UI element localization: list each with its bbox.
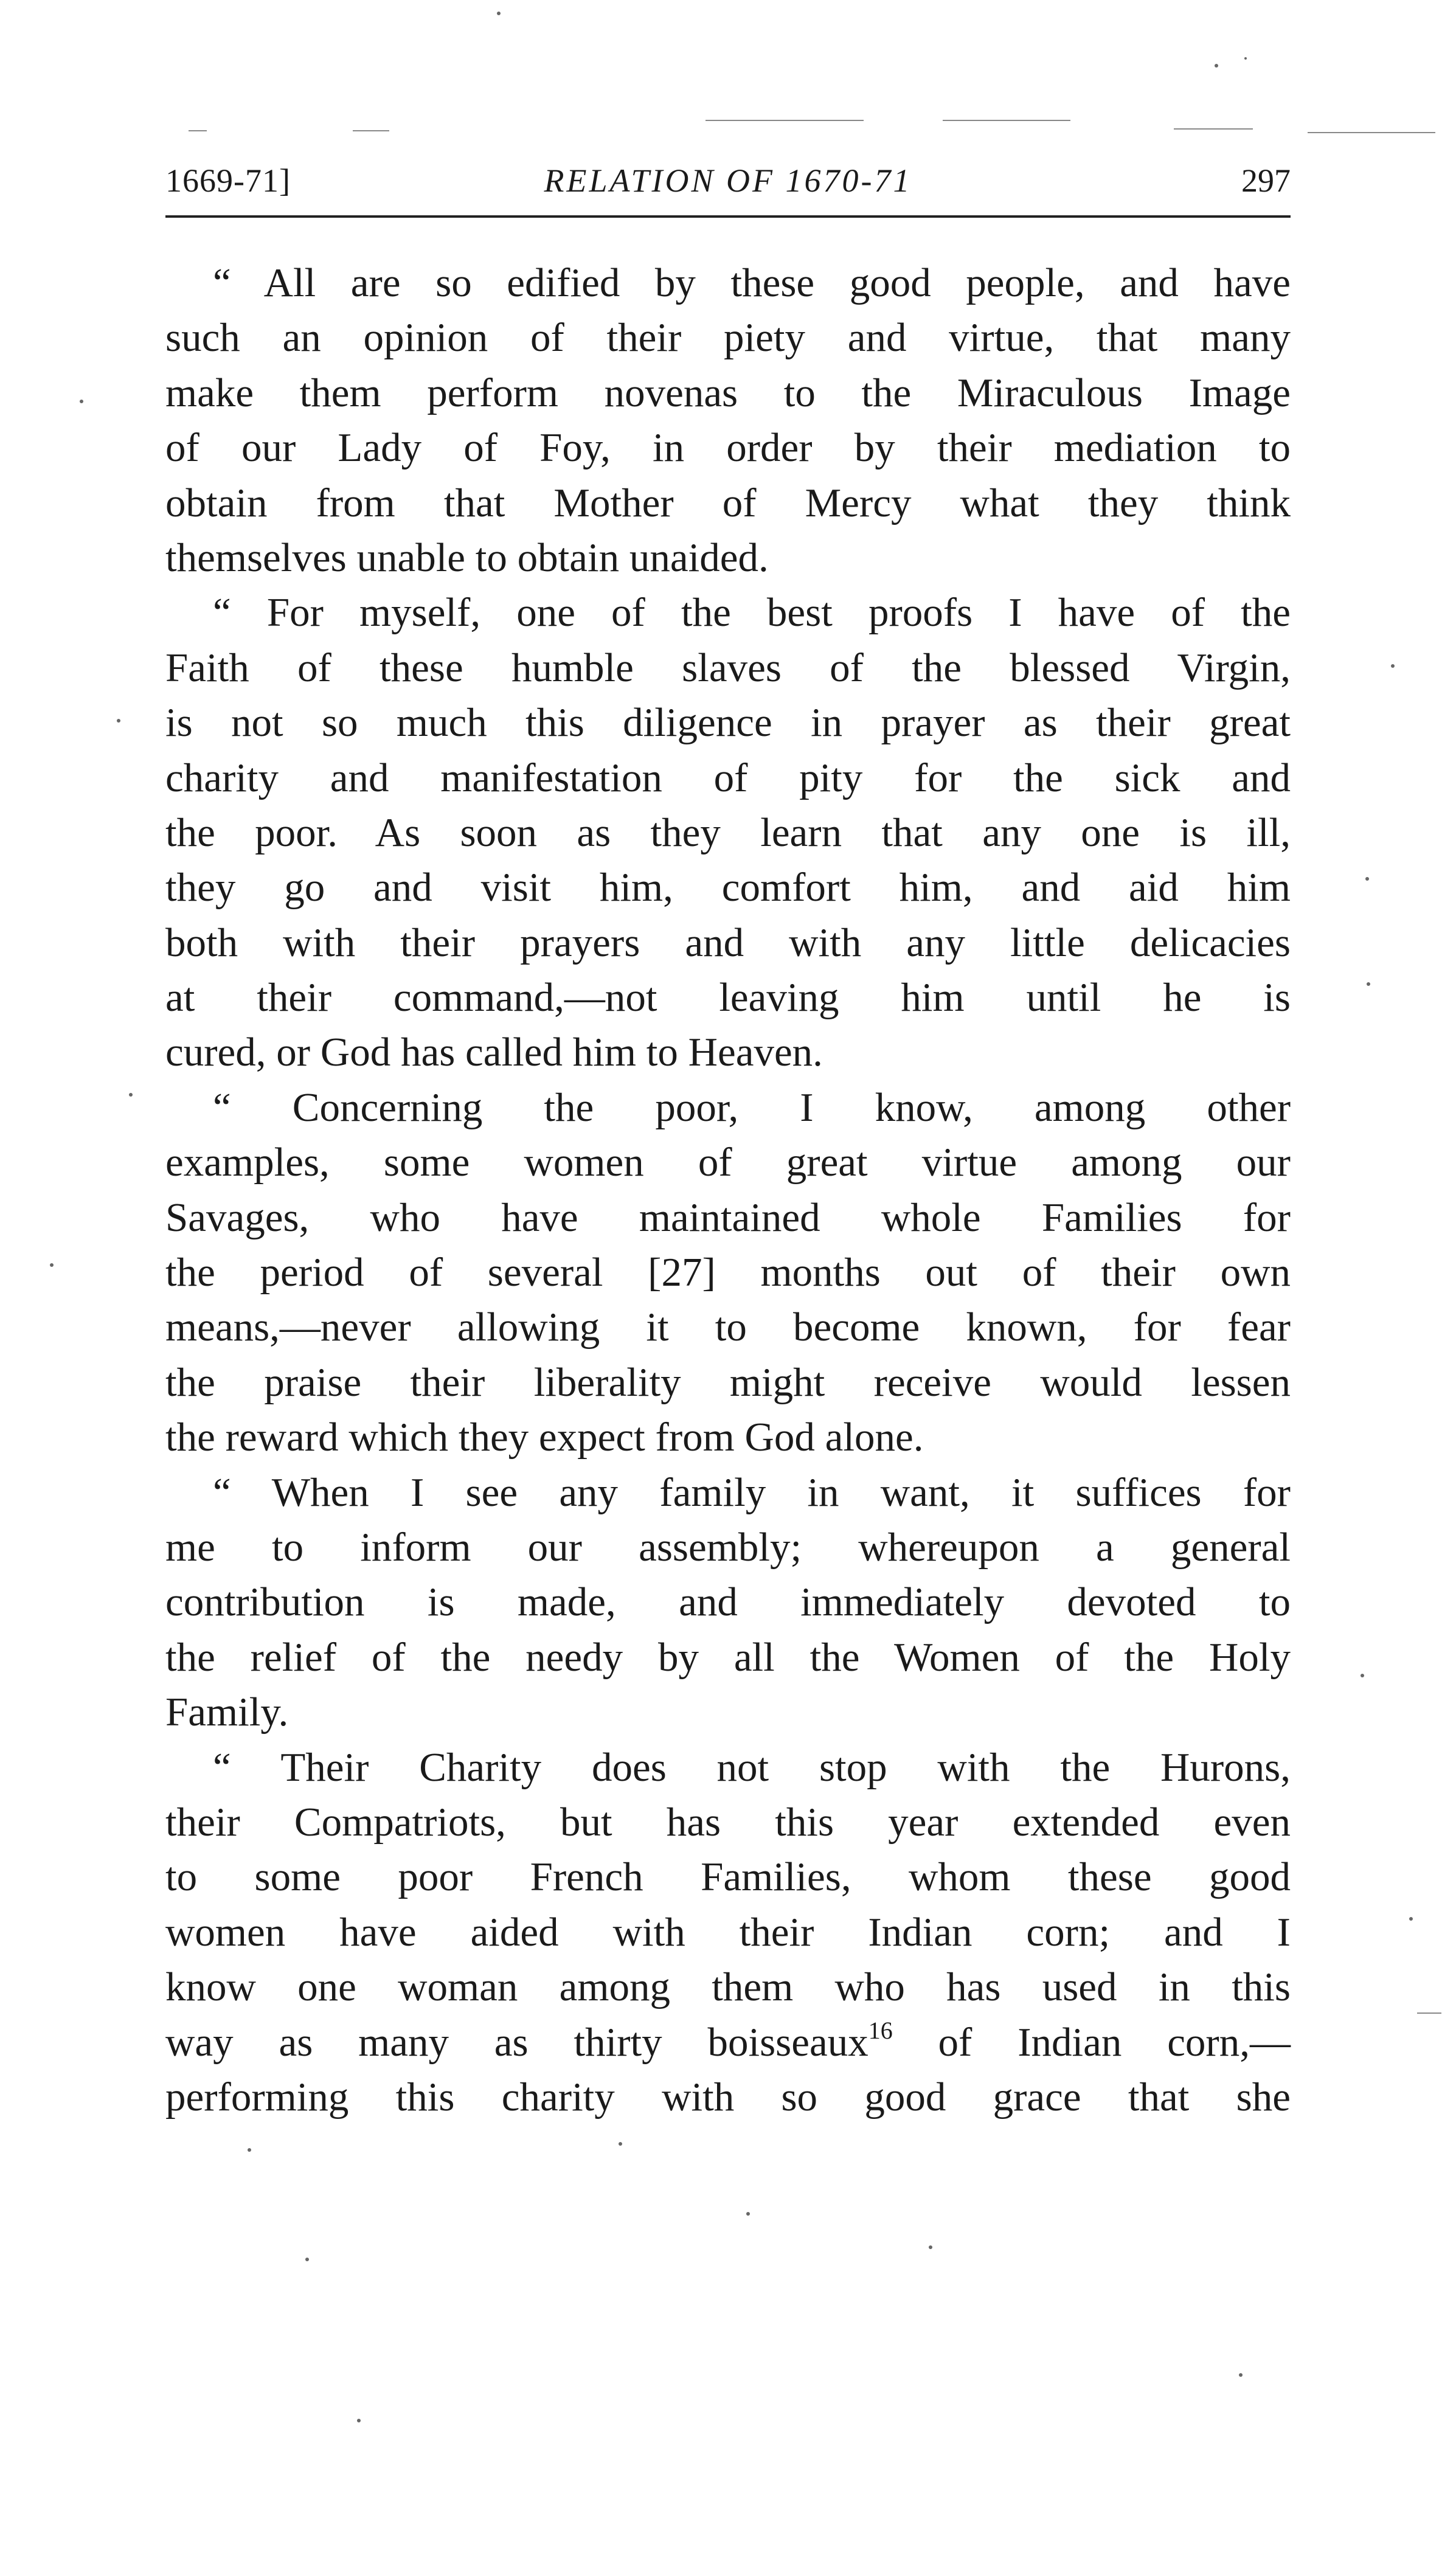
text-line-content: “ Their Charity does not stop with the Hurons, [213, 1744, 1291, 1790]
running-head-title: RELATION OF 1670-71 [544, 162, 912, 199]
text-line-content: their Compatriots, but has this year extended even [165, 1799, 1291, 1845]
text-line-content: “ All are so edified by these good people, and have [213, 260, 1291, 305]
text-line-content: know one woman among them who has used in this [165, 1964, 1291, 2010]
text-line-content: Family. [165, 1690, 289, 1735]
text-line-content: the period of several [27] months out of their own [165, 1250, 1291, 1295]
text-line-content: Savages, who have maintained whole Families for [165, 1194, 1291, 1240]
text-line-content: make them perform novenas to the Miraculous Image [165, 370, 1291, 415]
text-line-content: they go and visit him, comfort him, and aid him [165, 865, 1291, 910]
text-line-content: obtain from that Mother of Mercy what they think [165, 480, 1291, 525]
footnote-reference: 16 [868, 2016, 893, 2044]
running-head-date-range: 1669-71] [165, 162, 291, 199]
text-line-content: women have aided with their Indian corn; and I [165, 1909, 1291, 1955]
text-line-content: way as many as thirty boisseaux [165, 2019, 868, 2065]
text-line-content: both with their prayers and with any little delicacies [165, 920, 1291, 965]
text-line-content: means,—never allowing it to become known, for fear [165, 1305, 1291, 1350]
text-line-content: “ When I see any family in want, it suffices for [213, 1469, 1291, 1515]
page-number: 297 [1241, 162, 1291, 199]
text-line-content: the poor. As soon as they learn that any one is ill, [165, 809, 1291, 855]
text-line-content: cured, or God has called him to Heaven. [165, 1030, 823, 1075]
text-line-content: “ For myself, one of the best proofs I have of the [213, 590, 1291, 636]
text-line-content: to some poor French Families, whom these good [165, 1854, 1291, 1900]
text-line-content: at their command,—not leaving him until he is [165, 975, 1291, 1021]
text-line-content: “ Concerning the poor, I know, among other [213, 1084, 1291, 1130]
text-line-content: the relief of the needy by all the Women of the Holy [165, 1634, 1291, 1680]
text-line-content: performing this charity with so good grace that she [165, 2074, 1291, 2120]
text-line-content: the praise their liberality might receive would lessen [165, 1359, 1291, 1405]
text-line-content: is not so much this diligence in prayer as their great [165, 700, 1291, 746]
text-line-content: the reward which they expect from God alone. [165, 1415, 924, 1460]
text-line-content: of our Lady of Foy, in order by their mediation to [165, 425, 1291, 471]
text-line-continuation: of Indian corn,— [892, 2019, 1291, 2065]
text-line-content: themselves unable to obtain unaided. [165, 535, 769, 580]
text-line-content: such an opinion of their piety and virtue, that many [165, 315, 1291, 361]
text-line-content: charity and manifestation of pity for the sick and [165, 755, 1291, 800]
text-line-content: contribution is made, and immediately devoted to [165, 1579, 1291, 1625]
text-line-content: Faith of these humble slaves of the blessed Virgin, [165, 645, 1291, 690]
text-line-content: examples, some women of great virtue among our [165, 1140, 1291, 1185]
text-line-content: me to inform our assembly; whereupon a general [165, 1524, 1291, 1570]
